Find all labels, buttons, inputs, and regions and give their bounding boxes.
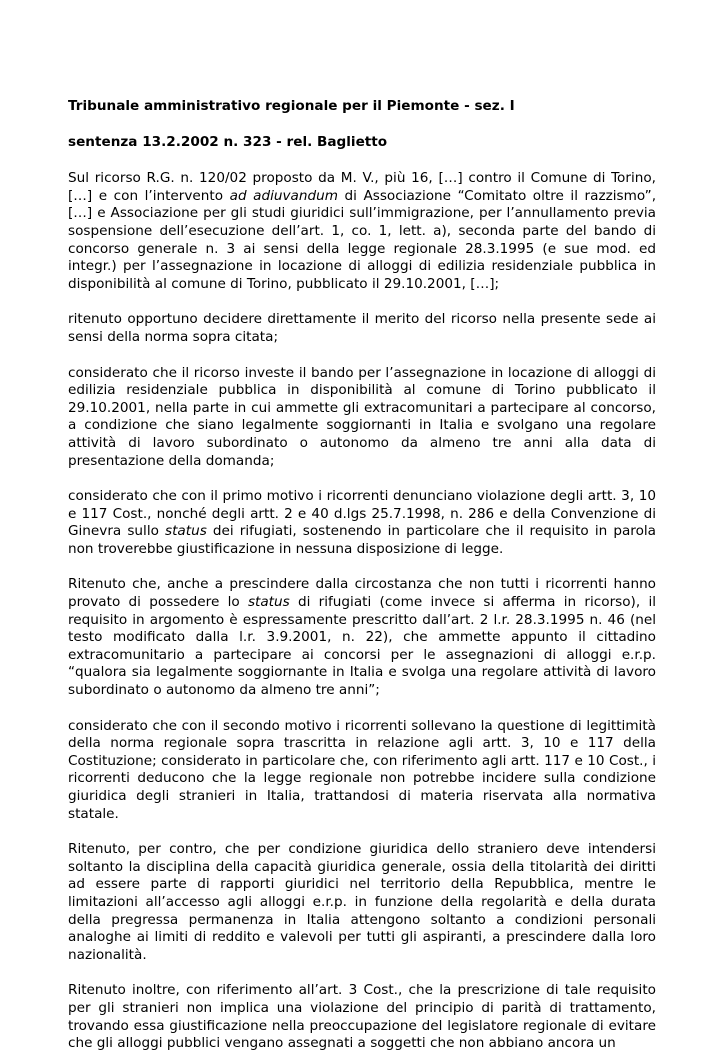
ruling-title: sentenza 13.2.2002 n. 323 - rel. Baglietto	[68, 133, 388, 150]
italic-text: ad adiuvandum	[229, 187, 338, 204]
text-run: considerato che il ricorso investe il bando per l’assegnazione in locazione di alloggi di edilizia residenziale pubblica in disponibilità al comune di Torino pubblicato il 29.10.2001, nella parte in cui ammette gli extracomunitari a partecipare al concorso, a condizione che siano legalmente soggiornanti in Italia e svolgano una regolare attività di lavoro subordinato o autonomo da almeno tre anni alla data di presentazione della domanda;	[68, 364, 656, 469]
body-paragraph	[68, 841, 656, 964]
text-run: di Associazione “Comitato oltre il razzismo”, […] e Associazione per gli studi giuridici sull’immigrazione, per l’annullamento previa sospensione dell’esecuzione dell’art. 1, co. 1, lett. a), seconda parte del bando di concorso generale n. 3 ai sensi della legge regionale 28.3.1995 (e sue mod. ed integr.) per l’assegnazione in locazione di alloggi di edilizia residenziale pubblica in disponibilità al comune di Torino, pubblicato il 29.10.2001, […];	[68, 187, 657, 292]
body-paragraph	[68, 576, 656, 699]
court-title: Tribunale amministrativo regionale per il Piemonte - sez. I	[68, 98, 515, 114]
text-run: Sul ricorso R.G. n. 120/02 proposto da M. V., più 16, […] contro il Comune di Torino, […] e con l’intervento	[68, 170, 656, 204]
body-paragraph	[68, 311, 656, 346]
text-run: Ritenuto, per contro, che per condizione giuridica dello straniero deve intendersi soltanto la disciplina della capacità giuridica generale, ossia della titolarità dei diritti ad essere parte di rapporti giuridici nel territorio della Repubblica, mentre le limitazioni all’accesso agli alloggi e.r.p. in funzione della regolarità e della durata della pregressa permanenza in Italia attengono soltanto a condizioni personali analoghe ai limiti di reddito e valevoli per tutti gli aspiranti, a prescindere dalla loro nazionalità.	[68, 841, 656, 963]
document-page	[68, 98, 656, 1053]
body-paragraph	[68, 365, 656, 471]
text-run: di rifugiati (come invece si afferma in ricorso), il requisito in argomento è espressamente prescritto dall’art. 2 l.r. 28.3.1995 n. 46 (nel testo modificato dalla l.r. 3.9.2001, n. 22), che ammette appunto il cittadino extracomunitario a partecipare ai concorsi per le assegnazioni di alloggi e.r.p. “qualora sia legalmente soggiornante in Italia e svolga una regolare attività di lavoro subordinato o autonomo da almeno tre anni”;	[68, 594, 656, 699]
text-run: ritenuto opportuno decidere direttamente il merito del ricorso nella presente sede ai sensi della norma sopra citata;	[68, 311, 656, 345]
body-paragraph	[68, 170, 656, 293]
body-paragraph	[68, 982, 656, 1052]
text-run: considerato che con il primo motivo i ricorrenti denunciano violazione degli artt. 3, 10 e 117 Cost., nonché degli artt. 2 e 40 d.lgs 25.7.1998, n. 286 e della Convenzione di Ginevra sullo	[68, 488, 656, 540]
document-body	[68, 170, 656, 1053]
text-run: Ritenuto che, anche a prescindere dalla circostanza che non tutti i ricorrenti hanno provato di possedere lo	[68, 576, 656, 611]
italic-text: status	[165, 523, 207, 540]
text-run: considerato che con il secondo motivo i ricorrenti sollevano la questione di legittimità della norma regionale sopra trascritta in relazione agli artt. 3, 10 e 117 della Costituzione; considerato in particolare che, con riferimento agli artt. 117 e 10 Cost., i ricorrenti deducono che la legge regionale non potrebbe incidere sulla condizione giuridica degli stranieri in Italia, trattandosi di materia riservata alla normativa statale.	[68, 717, 656, 822]
body-paragraph	[68, 488, 656, 558]
text-run: dei rifugiati, sostenendo in particolare che il requisito in parola non troverebbe giustificazione in nessuna disposizione di legge.	[68, 523, 656, 557]
text-run: Ritenuto inoltre, con riferimento all’art. 3 Cost., che la prescrizione di tale requisito per gli stranieri non implica una violazione del principio di parità di trattamento, trovando essa giustificazione nella preoccupazione del legislatore regionale di evitare che gli alloggi pubblici vengano assegnati a soggetti che non abbiano ancora un	[68, 982, 656, 1052]
body-paragraph	[68, 718, 656, 824]
italic-text: status	[247, 594, 290, 611]
